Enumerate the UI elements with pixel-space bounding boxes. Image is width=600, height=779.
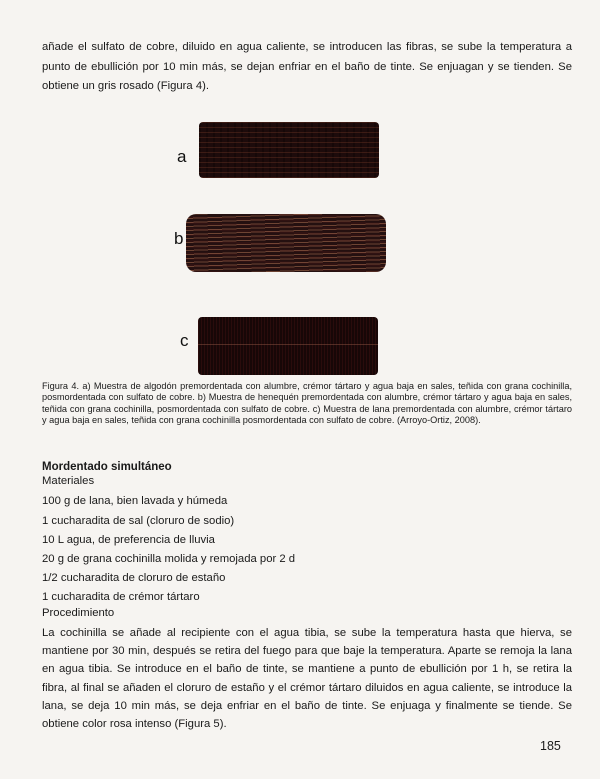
page-number: 185 [540, 739, 561, 753]
material-item: 1/2 cucharadita de cloruro de estaño [42, 572, 226, 584]
material-item: 20 g de grana cochinilla molida y remojada por 2 d [42, 553, 296, 565]
procedure-heading: Procedimiento [42, 607, 115, 619]
material-item: 1 cucharadita de crémor tártaro [42, 591, 200, 603]
henequen-sample-image [186, 214, 386, 272]
figure-caption: Figura 4. a) Muestra de algodón premordentada con alumbre, crémor tártaro y agua baja en sales, teñida con grana cochinilla, posmordentada con sulfato de cobre. b) Muestra de henequén premordentada con alumbre, crémor tártaro y agua baja en sales, teñida con grana cochinilla, posmordentada con sulfato de cobre. c) Muestra de lana premordentada con alumbre, crémor tártaro y agua baja en sales, teñida con grana cochinilla posmordentada con sulfato de cobre. (Arroyo-Ortiz, 2008). [42, 381, 572, 425]
materials-heading: Materiales [42, 475, 95, 487]
intro-paragraph: añade el sulfato de cobre, diluido en agua caliente, se introducen las fibras, se sube la temperatura a punto de ebullición por 10 min más, se dejan enfriar en el baño de tinte. Se enjuagan y se tienden. Se obtiene un gris rosado (Figura 4). [42, 41, 572, 92]
material-item: 10 L agua, de preferencia de lluvia [42, 534, 215, 546]
section-title: Mordentado simultáneo [42, 461, 172, 473]
cotton-sample-image [199, 122, 379, 178]
sample-label-b: b [174, 229, 184, 248]
material-item: 1 cucharadita de sal (cloruro de sodio) [42, 515, 235, 527]
material-item: 100 g de lana, bien lavada y húmeda [42, 495, 228, 507]
sample-label-a: a [177, 147, 187, 166]
sample-label-c: c [180, 331, 189, 350]
wool-sample-image [198, 317, 378, 375]
procedure-paragraph: La cochinilla se añade al recipiente con el agua tibia, se sube la temperatura hasta que hierva, se mantiene por 30 min, después se retira del fuego para que baje la temperatura. Aparte se remoja la lana en agua tibia. Se introduce en el baño de tinte, se mantiene a punto de ebullición por 1 h, se retira la fibra, al final se añaden el cloruro de estaño y el crémor tártaro diluidos en agua caliente, se introduce la lana, se deja 10 min más, se deja enfriar en el baño de tinte. Se enjuaga y finalmente se tiende. Se obtiene color rosa intenso (Figura 5). [42, 627, 572, 731]
